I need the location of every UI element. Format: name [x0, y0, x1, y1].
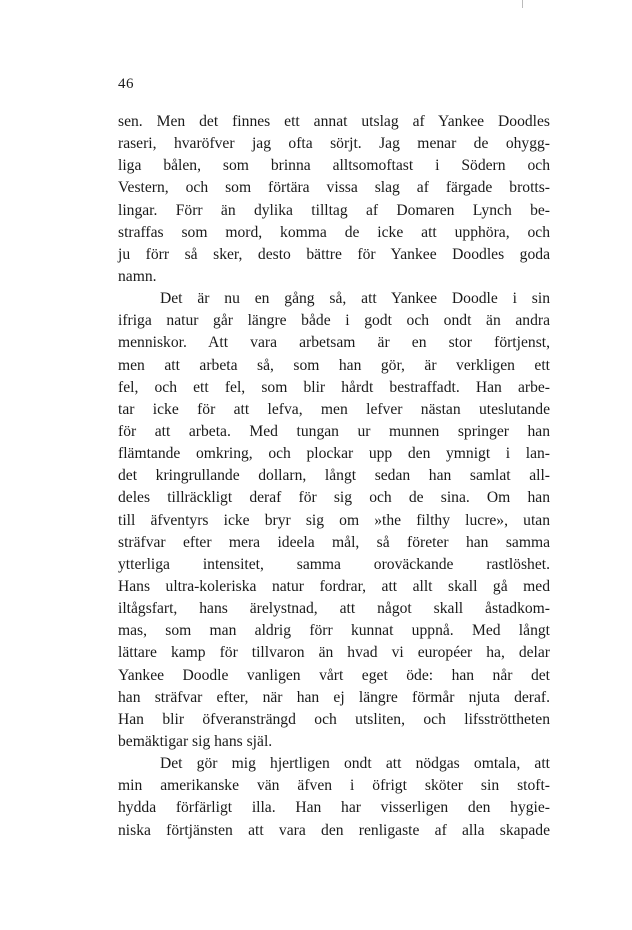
text-line: tar icke för att lefva, men lefver nästan uteslutande — [118, 400, 550, 418]
text-line: fel, och ett fel, som blir hårdt bestraffadt. Han arbe- — [118, 378, 550, 396]
text-line: straffas som mord, komma de icke att upphöra, och — [118, 223, 550, 241]
text-line: hydda förfärligt illa. Han har visserligen den hygie- — [118, 799, 550, 817]
text-line: niska förtjänsten att vara den renligaste af alla skapade — [118, 821, 550, 839]
text-line: lingar. Förr än dylika tilltag af Domaren Lynch be- — [118, 201, 550, 219]
text-line: till äfventyrs icke bryr sig om »the filthy lucre», utan — [118, 511, 550, 529]
text-line: mas, som man aldrig förr kunnat uppnå. Med långt — [118, 622, 550, 640]
body-text — [118, 111, 550, 842]
text-line: liga bålen, som brinna alltsomoftast i Södern och — [118, 157, 550, 175]
text-line: ifriga natur går längre både i godt och ondt än andra — [118, 312, 550, 330]
text-line: min amerikanske vän äfven i öfrigt sköter sin stoft- — [118, 777, 550, 795]
text-line: för att arbeta. Med tungan ur munnen springer han — [118, 422, 550, 440]
text-line: deles tillräckligt deraf för sig och de sina. Om han — [118, 489, 550, 507]
text-line: Det gör mig hjertligen ondt att nödgas omtala, att — [160, 755, 550, 773]
text-line: Yankee Doodle vanligen vårt eget öde: han når det — [118, 666, 550, 684]
text-line: raseri, hvaröfver jag ofta sörjt. Jag menar de ohygg- — [118, 135, 550, 153]
text-line: lättare kamp för tillvaron än hvad vi européer ha, delar — [118, 644, 550, 662]
text-line: ju förr så sker, desto bättre för Yankee Doodles goda — [118, 245, 550, 263]
text-line: Han blir öfveransträngd och utsliten, och lifsströttheten — [118, 710, 550, 728]
text-line: menniskor. Att vara arbetsam är en stor förtjenst, — [118, 334, 550, 352]
text-line: Det är nu en gång så, att Yankee Doodle i sin — [160, 290, 550, 308]
text-line: men att arbeta så, som han gör, är verkligen ett — [118, 356, 550, 374]
text-line: Hans ultra-koleriska natur fordrar, att allt skall gå med — [118, 577, 550, 595]
text-line: sträfvar efter mera ideela mål, så företer han samma — [118, 533, 550, 551]
text-line: det kringrullande dollarn, långt sedan han samlat all- — [118, 467, 550, 485]
text-line: sen. Men det finnes ett annat utslag af Yankee Doodles — [118, 113, 550, 130]
text-line: iltågsfart, hans ärelystnad, att något skall åstadkom- — [118, 600, 550, 618]
text-line: han sträfvar efter, när han ej längre förmår njuta deraf. — [118, 688, 550, 706]
page-number: 46 — [118, 76, 134, 92]
text-line: bemäktigar sig hans själ. — [118, 732, 273, 750]
scan-edge-mark — [522, 0, 523, 8]
text-line: namn. — [118, 267, 157, 285]
text-line: flämtande omkring, och plockar upp den ymnigt i lan- — [118, 445, 550, 463]
text-line: Vestern, och som förtära vissa slag af färgade brotts- — [118, 179, 550, 197]
text-line: ytterliga intensitet, samma oroväckande rastlöshet. — [118, 555, 550, 573]
